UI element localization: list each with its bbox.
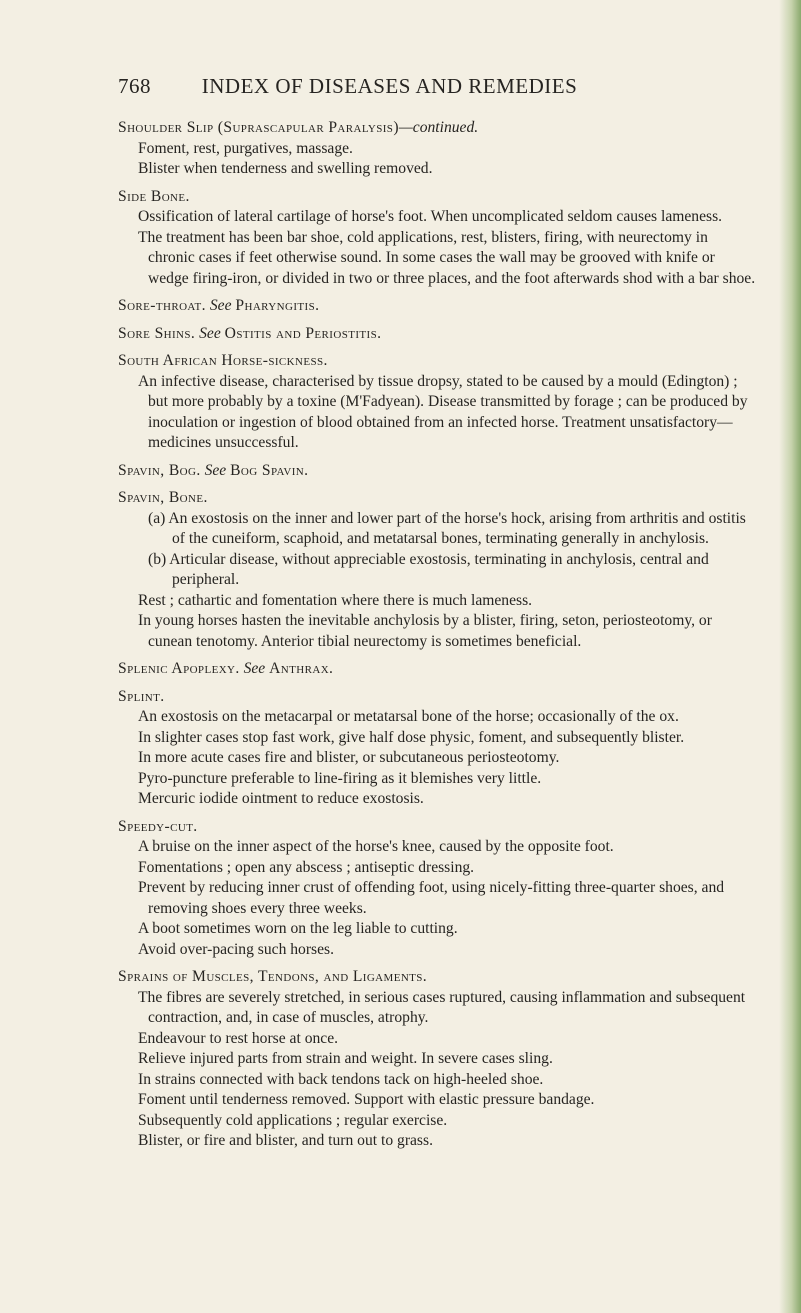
index-entry xyxy=(118,461,758,482)
entry-line: An infective disease, characterised by tissue dropsy, stated to be caused by a mould (Edington) ; but more probably by a toxine (M'Fadyean). Disease transmitted by forage ; can be produced by inoculation or ingestion of blood obtained from an infected horse. Treatment unsatisfactory—medicines unsuccessful. xyxy=(138,372,748,451)
index-entry xyxy=(118,324,758,345)
entry-line: In more acute cases fire and blister, or subcutaneous periosteotomy. xyxy=(138,749,560,766)
entry-line: Foment until tenderness removed. Support with elastic pressure bandage. xyxy=(138,1091,595,1108)
entry-heading: Splint. xyxy=(118,687,165,705)
entry-line: In strains connected with back tendons tack on high-heeled shoe. xyxy=(138,1070,544,1088)
entry-line: Fomentations ; open any abscess ; antiseptic dressing. xyxy=(138,858,475,876)
see-reference-word: See xyxy=(243,660,266,677)
entry-line: Blister when tenderness and swelling removed. xyxy=(138,160,433,177)
index-content xyxy=(118,118,758,1159)
running-title: INDEX OF DISEASES AND REMEDIES xyxy=(201,74,578,98)
entry-heading: Sore Shins. xyxy=(118,324,196,342)
continued-label: —continued. xyxy=(398,119,479,136)
see-reference-word: See xyxy=(199,324,221,342)
entry-line: Rest ; cathartic and fomentation where there is much lameness. xyxy=(138,591,533,609)
entry-heading: Spavin, Bone. xyxy=(118,489,208,506)
page-edge-shadow xyxy=(779,0,801,1313)
see-reference-word: See xyxy=(204,461,227,479)
entry-line: Pyro-puncture preferable to line-firing as it blemishes very little. xyxy=(138,769,542,787)
entry-line: Relieve injured parts from strain and weight. In severe cases sling. xyxy=(138,1050,553,1067)
entry-line: A boot sometimes worn on the leg liable to cutting. xyxy=(138,920,458,937)
entry-heading: Speedy-cut. xyxy=(118,817,198,835)
entry-line: Blister, or fire and blister, and turn out to grass. xyxy=(138,1132,433,1149)
entry-line: Foment, rest, purgatives, massage. xyxy=(138,139,353,157)
entry-heading: South African Horse-sickness. xyxy=(118,352,328,369)
entry-line: In slighter cases stop fast work, give half dose physic, foment, and subsequently blister. xyxy=(138,728,685,746)
entry-subline: (a) An exostosis on the inner and lower part of the horse's hock, arising from arthritis and ostitis of the cuneiform, scaphoid, and metatarsal bones, terminating generally in anchylosis. xyxy=(148,509,746,547)
see-reference-word: See xyxy=(209,297,232,314)
running-header xyxy=(118,74,678,99)
index-entry xyxy=(118,351,758,454)
index-entry xyxy=(118,967,758,1152)
see-reference-target: Ostitis and Periostitis. xyxy=(224,324,382,342)
entry-line: In young horses hasten the inevitable anchylosis by a blister, firing, seton, periosteotomy, or cunean tenotomy. Anterior tibial neurectomy is sometimes beneficial. xyxy=(138,612,712,650)
index-entry xyxy=(118,118,758,180)
entry-heading: Spavin, Bog. xyxy=(118,461,201,479)
entry-line: Endeavour to rest horse at once. xyxy=(138,1029,339,1047)
entry-subline: (b) Articular disease, without appreciable exostosis, terminating in anchylosis, central and peripheral. xyxy=(148,550,709,588)
entry-line: A bruise on the inner aspect of the horse's knee, caused by the opposite foot. xyxy=(138,838,614,855)
entry-line: Ossification of lateral cartilage of horse's foot. When uncomplicated seldom causes lameness. xyxy=(138,208,723,225)
index-entry xyxy=(118,687,758,810)
entry-line: The fibres are severely stretched, in serious cases ruptured, causing inflammation and subsequent contraction, and, in case of muscles, atrophy. xyxy=(138,988,746,1026)
see-reference-target: Anthrax. xyxy=(269,660,334,677)
entry-heading: Shoulder Slip (Suprascapular Paralysis) xyxy=(118,119,399,136)
entry-heading: Sprains of Muscles, Tendons, and Ligaments. xyxy=(118,968,428,985)
entry-heading: Splenic Apoplexy. xyxy=(118,660,240,677)
see-reference-target: Pharyngitis. xyxy=(235,297,320,314)
entry-line: Mercuric iodide ointment to reduce exostosis. xyxy=(138,790,424,807)
index-entry xyxy=(118,488,758,652)
entry-heading: Side Bone. xyxy=(118,187,190,205)
entry-line: Avoid over-pacing such horses. xyxy=(138,940,335,958)
entry-line: An exostosis on the metacarpal or metatarsal bone of the horse; occasionally of the ox. xyxy=(138,708,679,725)
entry-line: The treatment has been bar shoe, cold applications, rest, blisters, firing, with neurectomy in chronic cases if feet otherwise sound. In some cases the wall may be grooved with knife or wedge firing-iron, or divided in two or three places, and the foot afterwards shod with a bar shoe. xyxy=(138,228,756,287)
entry-heading: Sore-throat. xyxy=(118,297,206,314)
index-entry xyxy=(118,817,758,961)
index-entry xyxy=(118,296,758,317)
entry-line: Prevent by reducing inner crust of offending foot, using nicely-fitting three-quarter shoes, and removing shoes every three weeks. xyxy=(138,879,725,917)
index-entry xyxy=(118,659,758,680)
entry-line: Subsequently cold applications ; regular exercise. xyxy=(138,1111,448,1129)
see-reference-target: Bog Spavin. xyxy=(230,461,309,479)
index-entry xyxy=(118,187,758,290)
page-number: 768 xyxy=(118,74,151,98)
